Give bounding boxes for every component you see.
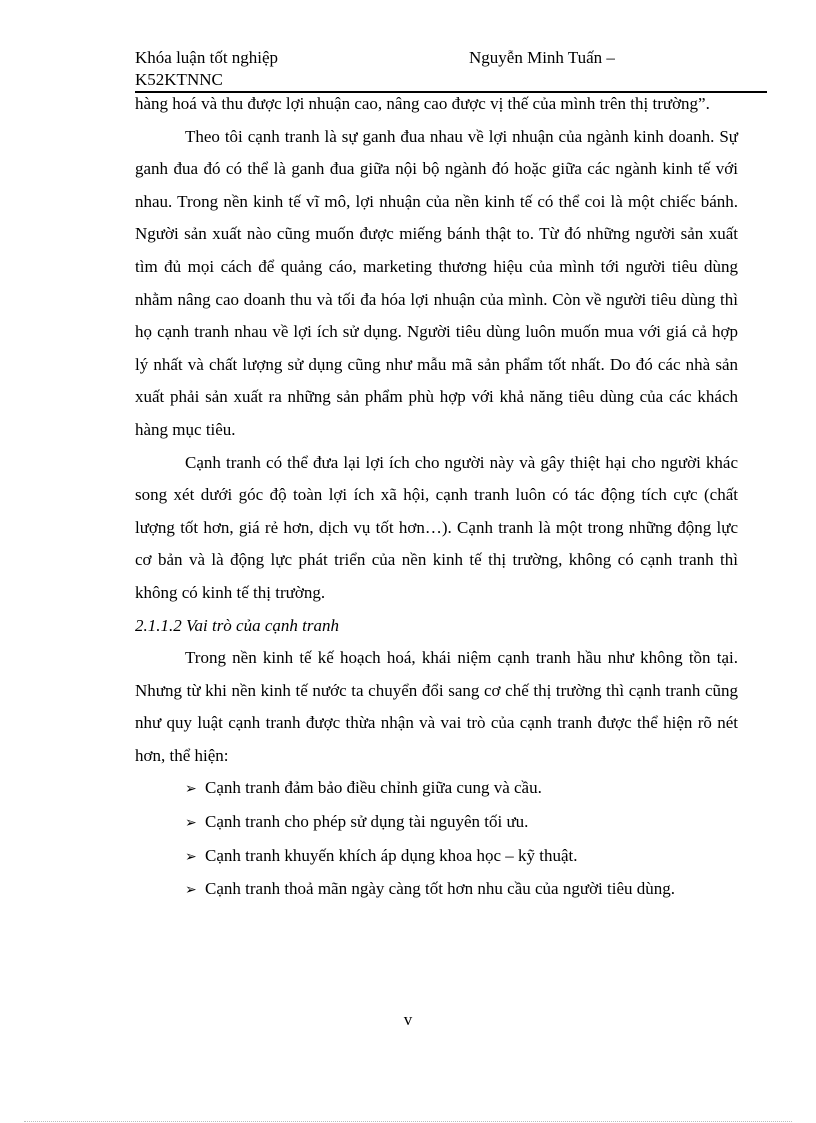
list-item-text: Cạnh tranh thoả mãn ngày càng tốt hơn nhu cầu của người tiêu dùng. [205, 879, 676, 899]
arrow-bullet-icon: ➢ [185, 882, 197, 899]
header-author: Nguyễn Minh Tuấn – [469, 48, 615, 67]
list-item [185, 806, 738, 840]
paragraph-continuation: hàng hoá và thu được lợi nhuận cao, nâng cao được vị thế của mình trên thị trường”. [135, 94, 710, 113]
header-class-code: K52KTNNC [135, 70, 223, 89]
paragraph-competition-definition: Theo tôi cạnh tranh là sự ganh đua nhau về lợi nhuận của ngành kinh doanh. Sự ganh đua đó có thể là ganh đua giữa nội bộ ngành đó hoặc giữa các ngành kinh tế với nhau. Trong nền kinh tế vĩ mô, lợi nhuận của nền kinh tế có thể coi là một chiếc bánh. Người sản xuất nào cũng muốn được miếng bánh thật to. Từ đó những người sản xuất tìm đủ mọi cách để quảng cáo, marketing thương hiệu của mình tới người tiêu dùng nhằm nâng cao doanh thu và tối đa hóa lợi nhuận của mình. Còn về người tiêu dùng thì họ cạnh tranh nhau về lợi ích sử dụng. Người tiêu dùng luôn muốn mua với giá cả hợp lý nhất và chất lượng sử dụng cũng như mẫu mã sản phẩm tốt nhất. Do đó các nhà sản xuất phải sản xuất ra những sản phẩm phù hợp với khả năng tiêu dùng của các khách hàng mục tiêu. [135, 126, 738, 439]
arrow-bullet-icon: ➢ [185, 848, 197, 865]
header-thesis-title: Khóa luận tốt nghiệp [135, 48, 279, 67]
arrow-bullet-icon: ➢ [185, 815, 197, 832]
header-left [135, 47, 278, 91]
list-item [185, 772, 738, 806]
paragraph-competition-role: Trong nền kinh tế kế hoạch hoá, khái niệm cạnh tranh hầu như không tồn tại. Nhưng từ khi nền kinh tế nước ta chuyển đổi sang cơ chế thị trường thì cạnh tranh cũng như quy luật cạnh tranh được thừa nhận và vai trò của cạnh tranh được thể hiện rõ nét hơn, thể hiện: [135, 648, 738, 765]
page-body [135, 88, 738, 907]
list-item-text: Cạnh tranh đảm bảo điều chỉnh giữa cung và cầu. [205, 778, 542, 798]
role-bullet-list [135, 772, 738, 906]
list-item-text: Cạnh tranh cho phép sử dụng tài nguyên tối ưu. [205, 812, 529, 832]
page-bottom-divider [24, 1121, 792, 1122]
section-heading: 2.1.1.2 Vai trò của cạnh tranh [135, 615, 339, 635]
list-item [185, 840, 738, 874]
list-item-text: Cạnh tranh khuyến khích áp dụng khoa học – kỹ thuật. [205, 845, 578, 865]
list-item [185, 873, 738, 907]
paragraph-competition-effects: Cạnh tranh có thể đưa lại lợi ích cho người này và gây thiệt hại cho người khác song xét dưới góc độ toàn lợi ích xã hội, cạnh tranh luôn có tác động tích cực (chất lượng tốt hơn, giá rẻ hơn, dịch vụ tốt hơn…). Cạnh tranh là một trong những động lực cơ bản và là động lực phát triển của nền kinh tế thị trường, không có cạnh tranh thì không có kinh tế thị trường. [135, 452, 738, 602]
page-number: v [403, 1010, 413, 1029]
arrow-bullet-icon: ➢ [185, 781, 197, 798]
